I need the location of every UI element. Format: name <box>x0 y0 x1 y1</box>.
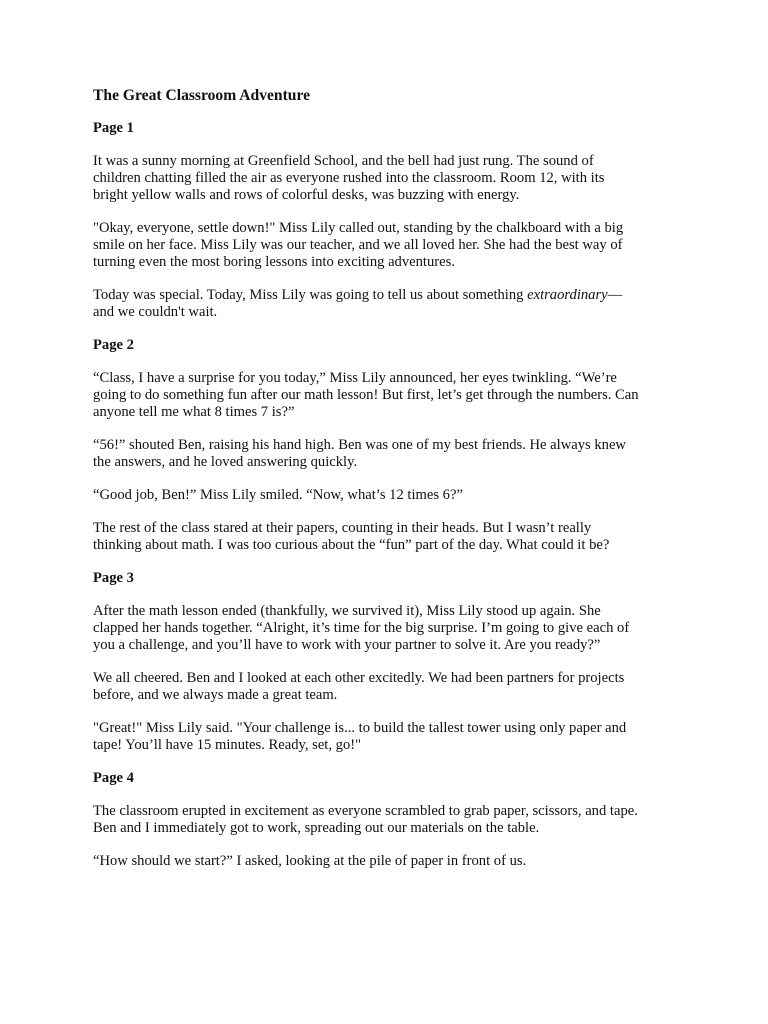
paragraph <box>93 520 693 554</box>
text-line: and we couldn't wait. <box>93 304 218 320</box>
paragraph <box>93 220 693 271</box>
paragraph <box>93 853 693 870</box>
text-line: Ben and I immediately got to work, spreading out our materials on the table. <box>93 820 540 836</box>
paragraph <box>93 287 693 321</box>
text-line: tape! You’ll have 15 minutes. Ready, set, go!" <box>93 737 362 753</box>
text-line: clapped her hands together. “Alright, it’s time for the big surprise. I’m going to give each of <box>93 620 630 636</box>
text-line: going to do something fun after our math lesson! But first, let’s get through the numbers. Can <box>93 387 639 403</box>
text-line: before, and we always made a great team. <box>93 687 338 703</box>
paragraph <box>93 720 693 754</box>
text-line: After the math lesson ended (thankfully, we survived it), Miss Lily stood up again. She <box>93 603 601 619</box>
text-line: smile on her face. Miss Lily was our teacher, and we all loved her. She had the best way of <box>93 237 623 253</box>
paragraph <box>93 437 693 471</box>
paragraph <box>93 370 693 421</box>
section-heading-page-3: Page 3 <box>93 570 134 586</box>
text-fragment: Today was special. Today, Miss Lily was going to tell us about something <box>93 287 528 303</box>
text-line <box>93 287 693 304</box>
text-line: It was a sunny morning at Greenfield School, and the bell had just rung. The sound of <box>93 153 594 169</box>
text-line: The rest of the class stared at their papers, counting in their heads. But I wasn’t really <box>93 520 592 536</box>
document-page <box>93 86 693 886</box>
text-line: "Okay, everyone, settle down!" Miss Lily called out, standing by the chalkboard with a big <box>93 220 624 236</box>
document-title: The Great Classroom Adventure <box>93 87 311 104</box>
paragraph <box>93 803 693 837</box>
paragraph <box>93 603 693 654</box>
text-line: “Good job, Ben!” Miss Lily smiled. “Now, what’s 12 times 6?” <box>93 487 463 503</box>
text-line: "Great!" Miss Lily said. "Your challenge is... to build the tallest tower using only paper and <box>93 720 627 736</box>
section-heading-page-1: Page 1 <box>93 120 134 136</box>
emphasized-word: extraordinary <box>527 287 608 303</box>
text-line: The classroom erupted in excitement as everyone scrambled to grab paper, scissors, and tape. <box>93 803 638 819</box>
section-heading-page-2: Page 2 <box>93 337 134 353</box>
paragraph <box>93 487 693 504</box>
text-line: “How should we start?” I asked, looking at the pile of paper in front of us. <box>93 853 527 869</box>
section-heading-page-4: Page 4 <box>93 770 134 786</box>
text-line: “56!” shouted Ben, raising his hand high. Ben was one of my best friends. He always knew <box>93 437 626 453</box>
text-line: the answers, and he loved answering quickly. <box>93 454 358 470</box>
text-line: turning even the most boring lessons into exciting adventures. <box>93 254 455 270</box>
text-line: bright yellow walls and rows of colorful desks, was buzzing with energy. <box>93 187 520 203</box>
text-line: anyone tell me what 8 times 7 is?” <box>93 404 295 420</box>
paragraph <box>93 153 693 204</box>
text-line: “Class, I have a surprise for you today,” Miss Lily announced, her eyes twinkling. “We’re <box>93 370 617 386</box>
text-line: you a challenge, and you’ll have to work with your partner to solve it. Are you ready?” <box>93 637 601 653</box>
text-line: We all cheered. Ben and I looked at each other excitedly. We had been partners for projects <box>93 670 625 686</box>
text-fragment: — <box>607 287 623 303</box>
paragraph <box>93 670 693 704</box>
text-line: children chatting filled the air as everyone rushed into the classroom. Room 12, with its <box>93 170 605 186</box>
text-line: thinking about math. I was too curious about the “fun” part of the day. What could it be? <box>93 537 610 553</box>
